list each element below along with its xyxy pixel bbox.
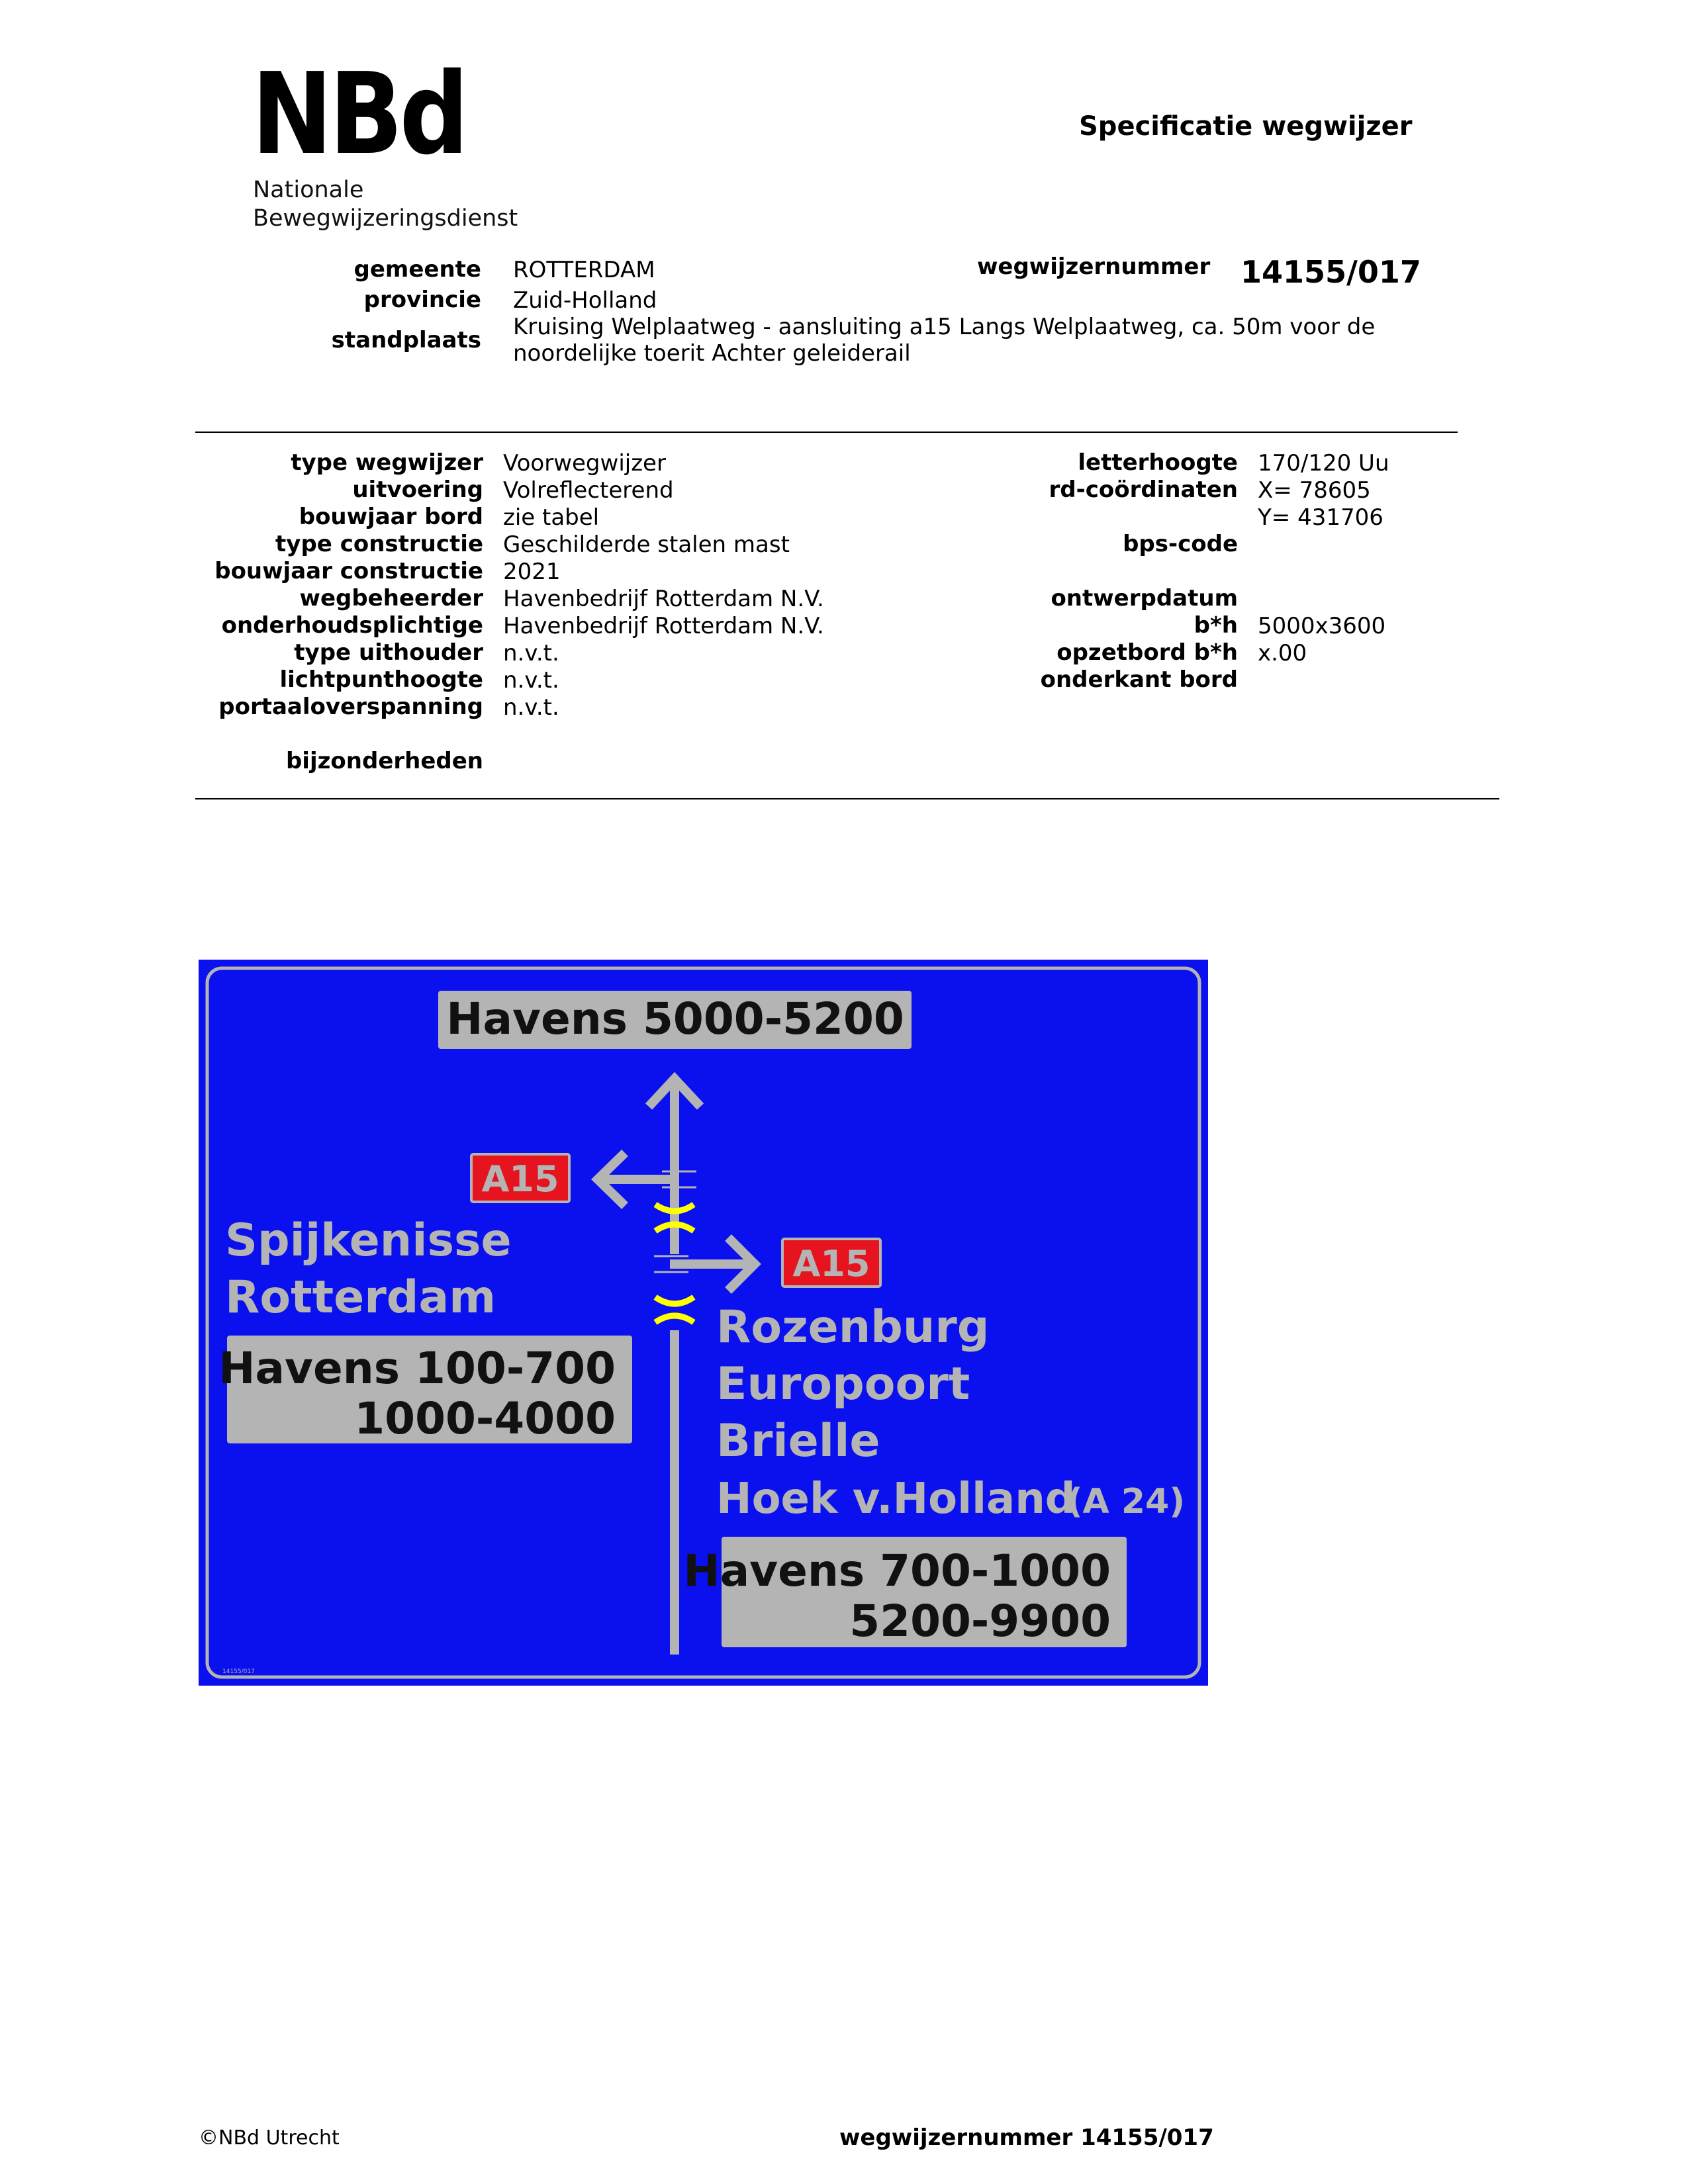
spec-value-bh: 5000x3600	[1258, 613, 1386, 639]
right-arrow-shaft	[670, 1259, 749, 1269]
footer-wegwijzernummer: wegwijzernummer 14155/017	[839, 2124, 1214, 2151]
right-destination-europoort: Europoort	[716, 1358, 970, 1410]
spec-value-rd-x: X= 78605	[1258, 477, 1371, 504]
spec-value-lichtpunthoogte: n.v.t.	[503, 667, 559, 694]
up-arrow-stem	[670, 1082, 679, 1254]
document-title: Specificatie wegwijzer	[1079, 111, 1413, 142]
divider-top	[195, 432, 1458, 433]
left-panel-line2: 1000-4000	[354, 1393, 616, 1444]
provincie-value: Zuid-Holland	[513, 287, 657, 314]
main-stem	[670, 1330, 679, 1655]
right-destination-rozenburg: Rozenburg	[716, 1301, 990, 1353]
spec-label-uitvoering: uitvoering	[352, 477, 483, 503]
left-destination-rotterdam: Rotterdam	[225, 1271, 496, 1324]
spec-value-bouwjaar-bord: zie tabel	[503, 504, 600, 531]
spec-value-type-constructie: Geschilderde stalen mast	[503, 531, 790, 558]
footer-copyright: ©NBd Utrecht	[199, 2126, 340, 2150]
spec-label-bouwjaar-constructie: bouwjaar constructie	[214, 558, 483, 584]
right-destination-hoek-v-holland: Hoek v.Holland	[716, 1475, 1076, 1524]
right-panel-line1: Havens 700-1000	[683, 1545, 1111, 1596]
right-destination-brielle: Brielle	[716, 1415, 880, 1467]
spec-value-opzetbord: x.00	[1258, 640, 1307, 666]
spec-label-type-wegwijzer: type wegwijzer	[291, 449, 483, 476]
spec-label-letterhoogte: letterhoogte	[1078, 449, 1238, 476]
spec-value-onderhoudsplichtige: Havenbedrijf Rotterdam N.V.	[503, 613, 824, 639]
spec-label-onderkant-bord: onderkant bord	[1040, 666, 1238, 693]
spec-label-portaaloverspanning: portaaloverspanning	[218, 694, 483, 720]
spec-label-ontwerpdatum: ontwerpdatum	[1051, 585, 1238, 612]
spec-label-onderhoudsplichtige: onderhoudsplichtige	[221, 612, 483, 639]
spec-label-type-uithouder: type uithouder	[294, 639, 483, 666]
spec-value-uitvoering: Volreflecterend	[503, 477, 674, 504]
spec-value-type-wegwijzer: Voorwegwijzer	[503, 450, 666, 477]
sign-small-code: 14155/017	[222, 1668, 255, 1675]
right-panel-line2: 5200-9900	[849, 1596, 1111, 1647]
spec-label-lichtpunthoogte: lichtpunthoogte	[279, 666, 483, 693]
spec-label-opzetbord: opzetbord b*h	[1056, 639, 1238, 666]
left-arrow-shaft	[604, 1175, 675, 1184]
spec-value-bouwjaar-constructie: 2021	[503, 559, 561, 585]
standplaats-value-line1: Kruising Welplaatweg - aansluiting a15 Langs Welplaatweg, ca. 50m voor de	[513, 314, 1376, 340]
spec-label-bps-code: bps-code	[1123, 531, 1238, 557]
nbd-logo: NBd	[252, 49, 465, 180]
logo-subtitle-bewegwijzeringsdienst: Bewegwijzeringsdienst	[253, 205, 518, 232]
provincie-label: provincie	[363, 287, 481, 313]
spec-label-type-constructie: type constructie	[275, 531, 483, 557]
signboard	[199, 960, 1208, 1686]
wegwijzernummer-value: 14155/017	[1241, 254, 1421, 290]
spec-label-wegbeheerder: wegbeheerder	[299, 585, 483, 612]
left-panel-line1: Havens 100-700	[218, 1343, 616, 1394]
gemeente-label: gemeente	[353, 256, 481, 283]
spec-label-bijzonderheden: bijzonderheden	[285, 748, 483, 774]
standplaats-label: standplaats	[331, 327, 481, 353]
logo-subtitle-nationale: Nationale	[253, 177, 364, 203]
spec-value-type-uithouder: n.v.t.	[503, 640, 559, 666]
spec-label-rd-coordinaten: rd-coördinaten	[1049, 477, 1238, 503]
spec-label-bh: b*h	[1194, 612, 1238, 639]
standplaats-value-line2: noordelijke toerit Achter geleiderail	[513, 340, 911, 367]
spec-value-rd-y: Y= 431706	[1258, 504, 1383, 531]
spec-value-wegbeheerder: Havenbedrijf Rotterdam N.V.	[503, 586, 824, 612]
right-destination-a24-suffix: (A 24)	[1066, 1482, 1185, 1522]
left-destination-spijkenisse: Spijkenisse	[225, 1214, 512, 1267]
spec-value-portaaloverspanning: n.v.t.	[503, 694, 559, 721]
gemeente-value: ROTTERDAM	[513, 257, 655, 283]
spec-label-bouwjaar-bord: bouwjaar bord	[299, 504, 483, 530]
left-a15-label: A15	[481, 1158, 559, 1200]
spec-value-letterhoogte: 170/120 Uu	[1258, 450, 1389, 477]
wegwijzernummer-label: wegwijzernummer	[977, 253, 1211, 280]
top-panel-text: Havens 5000-5200	[446, 993, 904, 1044]
divider-bottom	[195, 798, 1499, 799]
right-a15-label: A15	[792, 1243, 870, 1285]
